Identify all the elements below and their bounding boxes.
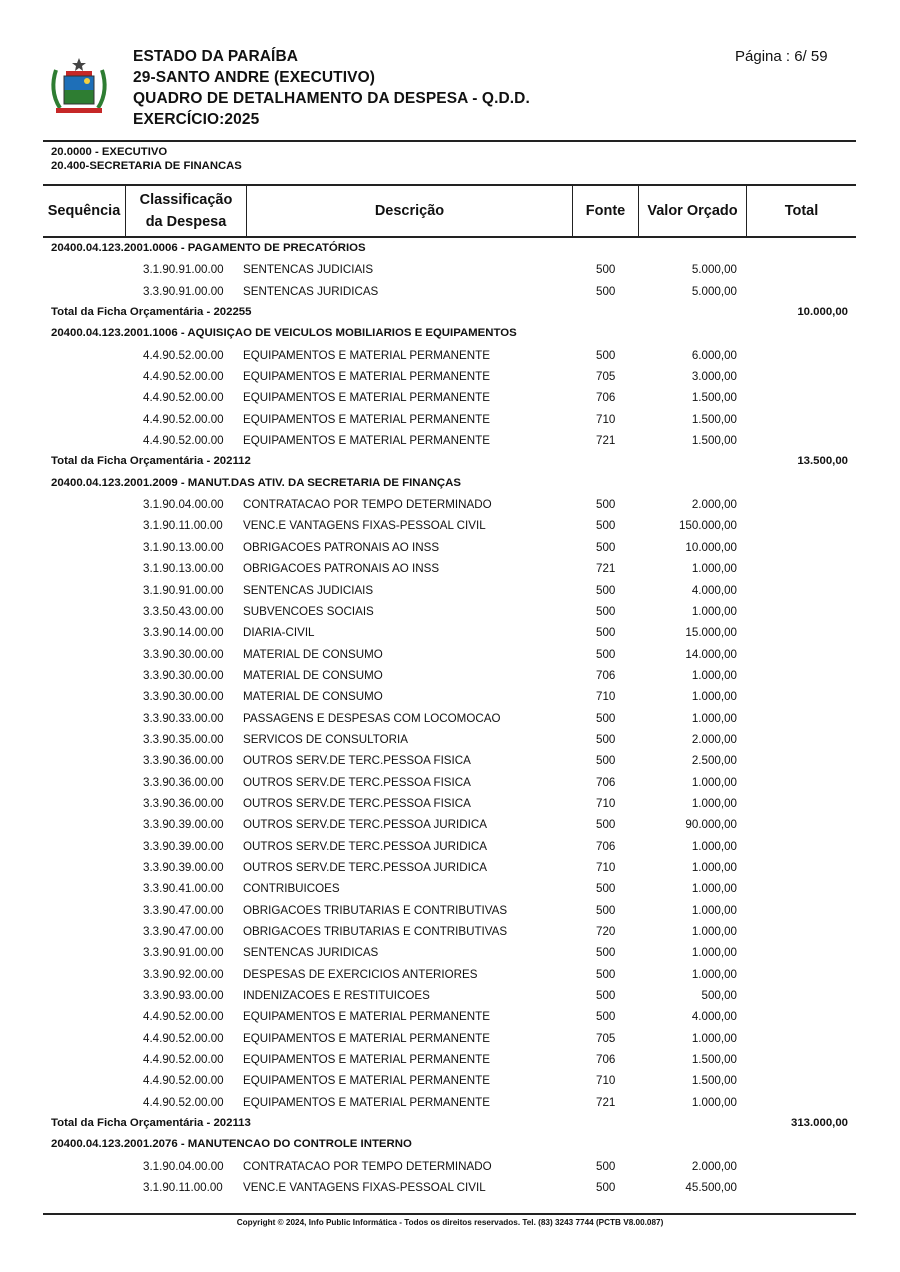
budgeted-value: 14.000,00 [685, 647, 737, 661]
table-row [43, 709, 856, 730]
table-body [43, 239, 856, 1199]
group-total-label: Total da Ficha Orçamentária - 202112 [51, 455, 251, 468]
expense-classification: 4.4.90.52.00.00 [143, 412, 224, 426]
expense-description: EQUIPAMENTOS E MATERIAL PERMANENTE [243, 391, 490, 405]
table-row [43, 1157, 856, 1178]
expense-classification: 3.3.90.36.00.00 [143, 796, 224, 810]
expense-classification: 3.1.90.13.00.00 [143, 562, 224, 576]
funding-source: 710 [596, 796, 616, 810]
org-info [51, 145, 242, 173]
funding-source: 500 [596, 263, 616, 277]
expense-classification: 3.3.90.39.00.00 [143, 839, 224, 853]
expense-classification: 4.4.90.52.00.00 [143, 348, 224, 362]
budgeted-value: 1.500,00 [691, 1074, 737, 1088]
table-row [43, 1029, 856, 1050]
table-row [43, 837, 856, 858]
expense-classification: 3.3.90.41.00.00 [143, 882, 224, 896]
budgeted-value: 5.000,00 [691, 263, 737, 277]
expense-description: DESPESAS DE EXERCICIOS ANTERIORES [243, 967, 478, 981]
col-descricao-label: Descrição [374, 203, 445, 219]
budgeted-value: 1.000,00 [691, 925, 737, 938]
expense-classification: 3.1.90.11.00.00 [143, 1181, 223, 1195]
table-row [43, 260, 856, 281]
budgeted-value: 2.500,00 [691, 754, 737, 768]
col-total [746, 186, 856, 236]
expense-description: OUTROS SERV.DE TERC.PESSOA JURIDICA [243, 818, 487, 832]
expense-description: MATERIAL DE CONSUMO [243, 690, 383, 704]
table-row [43, 666, 856, 687]
funding-source: 500 [596, 519, 616, 533]
group-total-row [43, 303, 856, 324]
col-fonte-label: Fonte [585, 203, 626, 219]
table-row [43, 1071, 856, 1092]
budgeted-value: 150.000,00 [678, 519, 737, 533]
expense-description: OBRIGACOES TRIBUTARIAS E CONTRIBUTIVAS [243, 903, 508, 917]
expense-description: EQUIPAMENTOS E MATERIAL PERMANENTE [243, 1095, 490, 1109]
col-sequencia-label: Sequência [47, 203, 121, 219]
budgeted-value: 1.000,00 [691, 690, 737, 704]
col-classificacao [125, 186, 246, 236]
group-title: 20400.04.123.2001.1006 - AQUISIÇAO DE VEICULOS MOBILIARIOS E EQUIPAMENTOS [51, 327, 517, 340]
table-row [43, 943, 856, 964]
expense-description: EQUIPAMENTOS E MATERIAL PERMANENTE [243, 434, 490, 448]
expense-classification: 3.3.90.47.00.00 [143, 903, 224, 917]
budgeted-value: 2.000,00 [691, 1159, 737, 1173]
expense-classification: 3.3.90.30.00.00 [143, 647, 224, 661]
expense-description: EQUIPAMENTOS E MATERIAL PERMANENTE [243, 1031, 490, 1045]
expense-classification: 3.3.90.39.00.00 [143, 818, 224, 832]
table-row [43, 794, 856, 815]
expense-classification: 4.4.90.52.00.00 [143, 1053, 224, 1067]
funding-source: 500 [596, 583, 616, 597]
table-row [43, 559, 856, 580]
expense-description: MATERIAL DE CONSUMO [243, 647, 383, 661]
table-row [43, 538, 856, 559]
table-row [43, 1007, 856, 1028]
funding-source: 710 [596, 860, 616, 874]
funding-source: 710 [596, 690, 616, 704]
table-row [43, 1178, 856, 1199]
footer-divider [43, 1213, 856, 1215]
expense-classification: 3.3.90.30.00.00 [143, 668, 224, 682]
expense-classification: 4.4.90.52.00.00 [143, 370, 224, 384]
group-total-label: Total da Ficha Orçamentária - 202255 [51, 306, 252, 319]
group-header-row [43, 239, 856, 260]
expense-classification: 3.1.90.11.00.00 [143, 519, 223, 533]
budgeted-value: 1.500,00 [691, 1053, 737, 1067]
budgeted-value: 1.000,00 [691, 711, 737, 725]
expense-classification: 3.3.90.93.00.00 [143, 989, 224, 1003]
budgeted-value: 6.000,00 [691, 348, 737, 362]
funding-source: 500 [596, 732, 616, 746]
expense-classification: 4.4.90.52.00.00 [143, 391, 224, 405]
expense-description: EQUIPAMENTOS E MATERIAL PERMANENTE [243, 1010, 490, 1024]
budgeted-value: 1.000,00 [691, 562, 737, 576]
funding-source: 710 [596, 412, 616, 426]
group-header-row [43, 1135, 856, 1156]
budgeted-value: 2.000,00 [691, 732, 737, 746]
funding-source: 721 [596, 1095, 616, 1109]
expense-description: VENC.E VANTAGENS FIXAS-PESSOAL CIVIL [243, 519, 486, 533]
state-name: ESTADO DA PARAÍBA [133, 48, 299, 65]
expense-description: OBRIGACOES PATRONAIS AO INSS [243, 562, 440, 576]
expense-classification: 4.4.90.52.00.00 [143, 1095, 224, 1109]
expense-description: EQUIPAMENTOS E MATERIAL PERMANENTE [243, 1053, 490, 1067]
budgeted-value: 10.000,00 [685, 540, 737, 554]
table-row [43, 965, 856, 986]
org-unit: 20.400-SECRETARIA DE FINANCAS [51, 160, 242, 172]
budgeted-value: 1.000,00 [691, 839, 737, 853]
funding-source: 500 [596, 754, 616, 768]
table-row [43, 1093, 856, 1114]
table-row [43, 645, 856, 666]
table-row [43, 623, 856, 644]
table-row [43, 516, 856, 537]
header-divider [43, 140, 856, 142]
funding-source: 500 [596, 989, 616, 1003]
budgeted-value: 500,00 [701, 989, 737, 1003]
funding-source: 500 [596, 647, 616, 661]
expense-description: OUTROS SERV.DE TERC.PESSOA JURIDICA [243, 839, 487, 853]
funding-source: 706 [596, 1053, 616, 1067]
budgeted-value: 90.000,00 [685, 818, 737, 832]
expense-classification: 3.1.90.04.00.00 [143, 498, 224, 512]
budgeted-value: 1.500,00 [691, 434, 737, 448]
expense-classification: 4.4.90.52.00.00 [143, 434, 224, 448]
funding-source: 500 [596, 967, 616, 981]
col-sequencia [43, 186, 125, 236]
budgeted-value: 3.000,00 [691, 370, 737, 384]
expense-description: EQUIPAMENTOS E MATERIAL PERMANENTE [243, 412, 490, 426]
expense-description: SERVICOS DE CONSULTORIA [243, 732, 408, 746]
table-row [43, 1050, 856, 1071]
table-row [43, 986, 856, 1007]
expense-description: SENTENCAS JUDICIAIS [243, 583, 374, 597]
funding-source: 500 [596, 1159, 616, 1173]
group-total-row [43, 452, 856, 473]
copyright-footer: Copyright © 2024, Info Public Informática - Todos os direitos reservados. Tel. (83) 3243 7744 (PCTB V8.00.087) [236, 1218, 664, 1227]
table-row [43, 410, 856, 431]
expense-description: SUBVENCOES SOCIAIS [243, 604, 374, 618]
report-header [0, 0, 900, 140]
expense-classification: 3.3.90.33.00.00 [143, 711, 224, 725]
col-fonte [572, 186, 638, 236]
funding-source: 500 [596, 604, 616, 618]
budgeted-value: 1.500,00 [691, 412, 737, 426]
funding-source: 500 [596, 540, 616, 554]
expense-description: INDENIZACOES E RESTITUICOES [243, 989, 430, 1003]
table-row [43, 431, 856, 452]
group-title: 20400.04.123.2001.2009 - MANUT.DAS ATIV. DA SECRETARIA DE FINANÇAS [51, 476, 461, 489]
funding-source: 721 [596, 434, 616, 448]
col-classificacao-label-2: da Despesa [145, 214, 227, 230]
funding-source: 500 [596, 284, 616, 298]
org-power: 20.0000 - EXECUTIVO [51, 146, 168, 158]
funding-source: 500 [596, 882, 616, 896]
expense-classification: 4.4.90.52.00.00 [143, 1031, 224, 1045]
funding-source: 706 [596, 391, 616, 405]
group-total-label: Total da Ficha Orçamentária - 202113 [51, 1117, 251, 1130]
expense-classification: 3.3.50.43.00.00 [143, 604, 224, 618]
table-row [43, 879, 856, 900]
col-total-label: Total [784, 203, 819, 219]
table-row [43, 282, 856, 303]
table-row [43, 602, 856, 623]
group-total-value: 10.000,00 [797, 306, 848, 319]
expense-description: SENTENCAS JURIDICAS [243, 946, 379, 960]
col-classificacao-label-1: Classificação [139, 192, 233, 208]
table-row [43, 367, 856, 388]
expense-description: SENTENCAS JUDICIAIS [243, 263, 374, 277]
expense-description: OUTROS SERV.DE TERC.PESSOA JURIDICA [243, 860, 487, 874]
expense-classification: 3.3.90.92.00.00 [143, 967, 224, 981]
budgeted-value: 1.000,00 [691, 860, 737, 874]
budgeted-value: 4.000,00 [691, 583, 737, 597]
budgeted-value: 1.000,00 [691, 1095, 737, 1109]
table-header [43, 184, 856, 238]
funding-source: 500 [596, 348, 616, 362]
expense-description: EQUIPAMENTOS E MATERIAL PERMANENTE [243, 348, 490, 362]
budgeted-value: 4.000,00 [691, 1010, 737, 1024]
budgeted-value: 1.000,00 [691, 946, 737, 960]
expense-description: VENC.E VANTAGENS FIXAS-PESSOAL CIVIL [243, 1181, 486, 1195]
budgeted-value: 1.000,00 [691, 882, 737, 896]
funding-source: 500 [596, 1181, 616, 1195]
exercise-year: EXERCÍCIO:2025 [133, 111, 260, 128]
expense-classification: 3.3.90.36.00.00 [143, 775, 224, 789]
expense-classification: 3.3.90.36.00.00 [143, 754, 224, 768]
expense-classification: 3.1.90.91.00.00 [143, 583, 224, 597]
funding-source: 500 [596, 711, 616, 725]
funding-source: 706 [596, 775, 616, 789]
report-title: QUADRO DE DETALHAMENTO DA DESPESA - Q.D.D. [133, 90, 530, 107]
funding-source: 500 [596, 626, 616, 640]
budgeted-value: 1.000,00 [691, 775, 737, 789]
expense-description: OUTROS SERV.DE TERC.PESSOA FISICA [243, 754, 471, 768]
table-row [43, 346, 856, 367]
budgeted-value: 5.000,00 [691, 284, 737, 298]
expense-classification: 3.1.90.13.00.00 [143, 540, 224, 554]
expense-classification: 3.1.90.91.00.00 [143, 263, 224, 277]
expense-description: CONTRATACAO POR TEMPO DETERMINADO [243, 498, 492, 512]
funding-source: 706 [596, 839, 616, 853]
table-row [43, 773, 856, 794]
expense-description: OUTROS SERV.DE TERC.PESSOA FISICA [243, 796, 471, 810]
expense-description: DIARIA-CIVIL [243, 626, 315, 640]
table-row [43, 388, 856, 409]
col-valor-label: Valor Orçado [647, 203, 738, 219]
budgeted-value: 15.000,00 [685, 626, 737, 640]
funding-source: 720 [596, 925, 616, 938]
state-coat-of-arms-icon [50, 56, 108, 120]
table-row [43, 922, 856, 943]
budgeted-value: 1.000,00 [691, 903, 737, 917]
funding-source: 500 [596, 946, 616, 960]
funding-source: 705 [596, 370, 616, 384]
entity-name: 29-SANTO ANDRE (EXECUTIVO) [133, 69, 376, 86]
budgeted-value: 1.000,00 [691, 604, 737, 618]
expense-classification: 3.3.90.91.00.00 [143, 946, 224, 960]
expense-description: MATERIAL DE CONSUMO [243, 668, 383, 682]
expense-classification: 3.1.90.04.00.00 [143, 1159, 224, 1173]
expense-description: CONTRATACAO POR TEMPO DETERMINADO [243, 1159, 492, 1173]
expense-description: OUTROS SERV.DE TERC.PESSOA FISICA [243, 775, 471, 789]
expense-classification: 3.3.90.30.00.00 [143, 690, 224, 704]
table-row [43, 858, 856, 879]
expense-classification: 4.4.90.52.00.00 [143, 1010, 224, 1024]
budgeted-value: 45.500,00 [685, 1181, 737, 1195]
expense-description: EQUIPAMENTOS E MATERIAL PERMANENTE [243, 370, 490, 384]
expense-description: SENTENCAS JURIDICAS [243, 284, 379, 298]
group-header-row [43, 474, 856, 495]
funding-source: 710 [596, 1074, 616, 1088]
expense-classification: 4.4.90.52.00.00 [143, 1074, 224, 1088]
expense-description: EQUIPAMENTOS E MATERIAL PERMANENTE [243, 1074, 490, 1088]
expense-description: CONTRIBUICOES [243, 882, 340, 896]
budgeted-value: 1.500,00 [691, 391, 737, 405]
expense-description: OBRIGACOES PATRONAIS AO INSS [243, 540, 440, 554]
group-title: 20400.04.123.2001.2076 - MANUTENCAO DO CONTROLE INTERNO [51, 1138, 412, 1151]
group-title: 20400.04.123.2001.0006 - PAGAMENTO DE PRECATÓRIOS [51, 242, 366, 254]
expense-classification: 3.3.90.47.00.00 [143, 925, 224, 938]
funding-source: 500 [596, 903, 616, 917]
table-row [43, 581, 856, 602]
funding-source: 721 [596, 562, 616, 576]
group-total-row [43, 1114, 856, 1135]
expense-classification: 3.3.90.14.00.00 [143, 626, 224, 640]
budgeted-value: 1.000,00 [691, 967, 737, 981]
table-row [43, 730, 856, 751]
group-header-row [43, 324, 856, 345]
table-row [43, 901, 856, 922]
budgeted-value: 2.000,00 [691, 498, 737, 512]
col-valor [638, 186, 746, 236]
group-total-value: 13.500,00 [797, 455, 848, 468]
expense-description: PASSAGENS E DESPESAS COM LOCOMOCAO [243, 711, 501, 725]
funding-source: 500 [596, 498, 616, 512]
table-row [43, 751, 856, 772]
funding-source: 500 [596, 1010, 616, 1024]
table-row [43, 495, 856, 516]
funding-source: 500 [596, 818, 616, 832]
expense-classification: 3.3.90.39.00.00 [143, 860, 224, 874]
page-number: Página : 6/ 59 [735, 48, 828, 65]
budgeted-value: 1.000,00 [691, 668, 737, 682]
table-row [43, 687, 856, 708]
budgeted-value: 1.000,00 [691, 796, 737, 810]
expense-classification: 3.3.90.35.00.00 [143, 732, 224, 746]
table-row [43, 815, 856, 836]
expense-description: OBRIGACOES TRIBUTARIAS E CONTRIBUTIVAS [243, 925, 508, 938]
col-descricao [246, 186, 572, 236]
expense-classification: 3.3.90.91.00.00 [143, 284, 224, 298]
group-total-value: 313.000,00 [790, 1117, 848, 1130]
budgeted-value: 1.000,00 [691, 1031, 737, 1045]
funding-source: 705 [596, 1031, 616, 1045]
funding-source: 706 [596, 668, 616, 682]
